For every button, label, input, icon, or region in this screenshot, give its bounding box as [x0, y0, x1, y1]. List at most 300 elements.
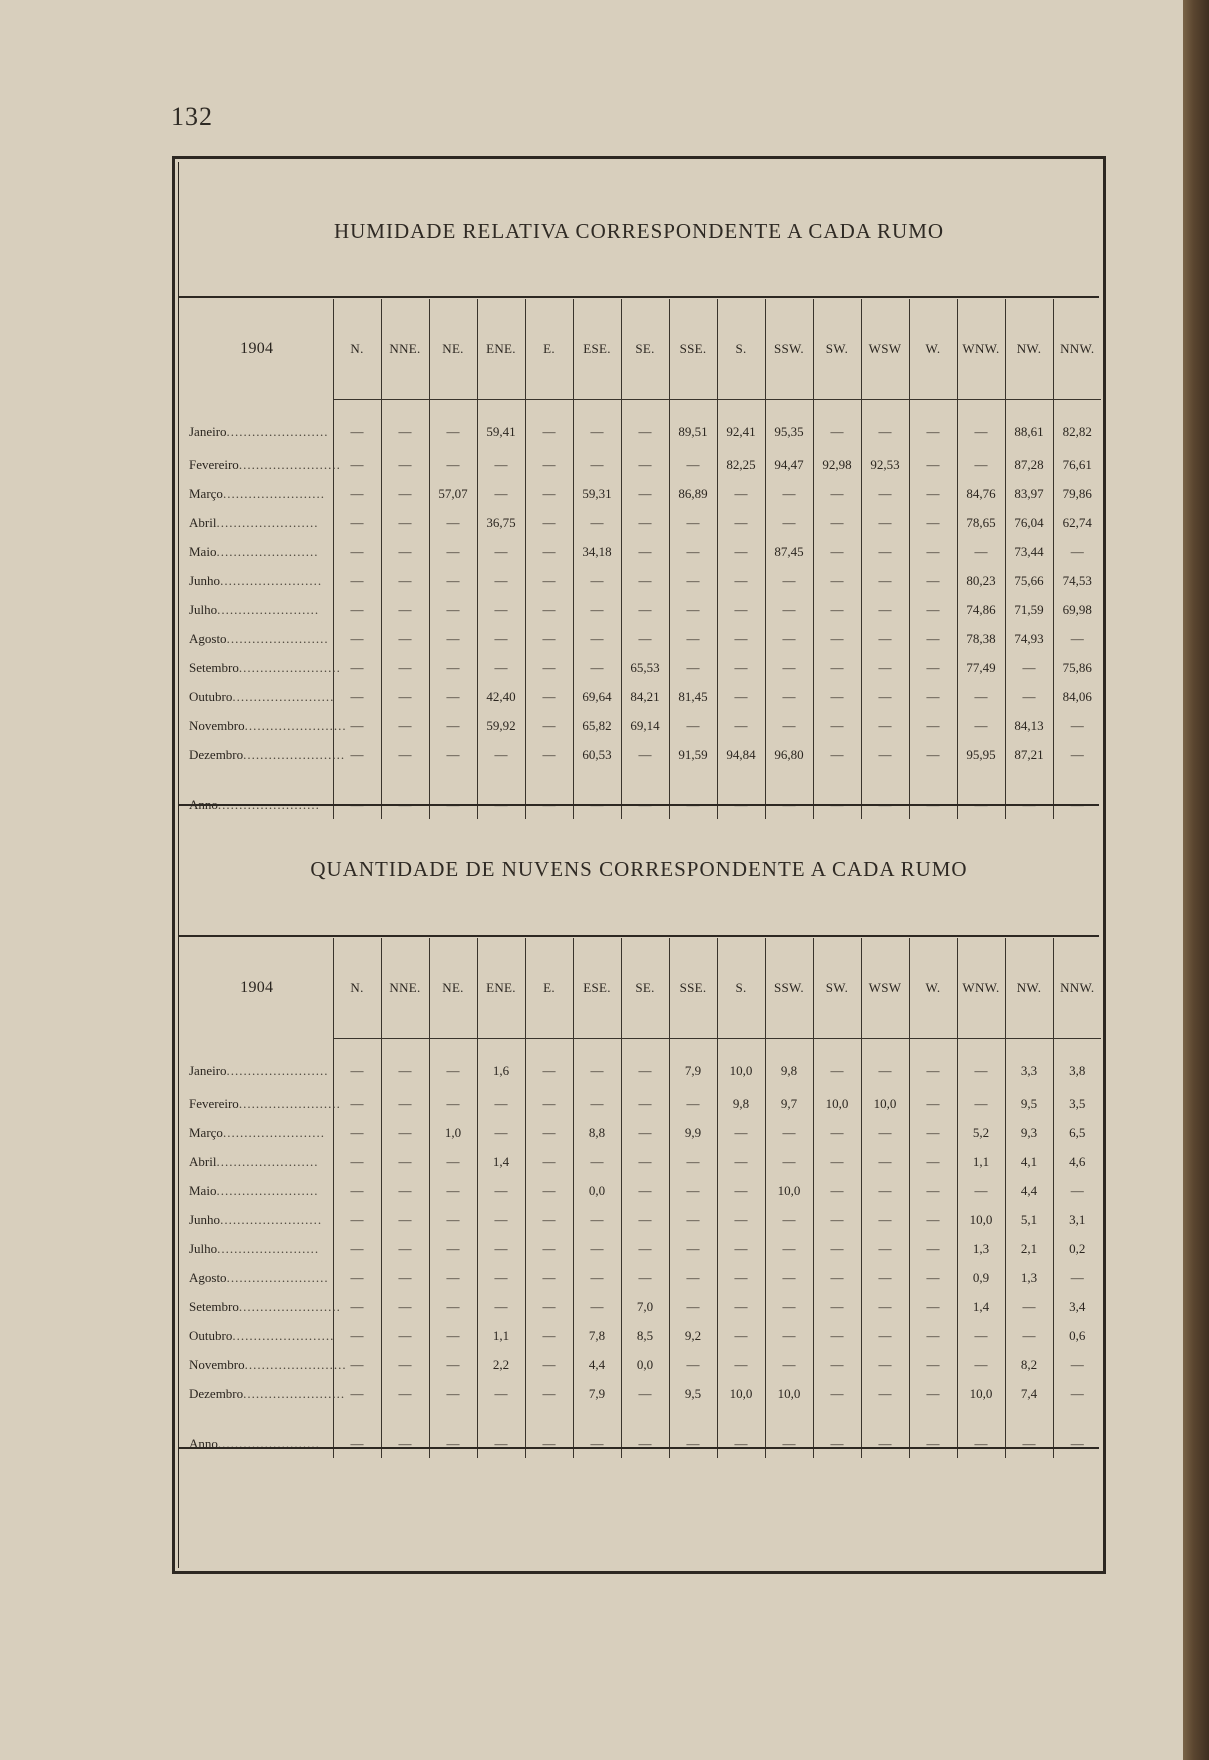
table-cell: — [957, 450, 1005, 479]
table-cell: — [621, 1147, 669, 1176]
table-cell: — [1053, 1408, 1101, 1458]
table-cell: 10,0 [957, 1205, 1005, 1234]
table-cell: 74,86 [957, 595, 1005, 624]
table-cell: — [573, 653, 621, 682]
table-cell: 82,82 [1053, 400, 1101, 451]
table-cell: 87,21 [1005, 740, 1053, 769]
table-cell: — [669, 624, 717, 653]
table-cell: 69,64 [573, 682, 621, 711]
table-cell: — [333, 566, 381, 595]
table-cell: — [909, 1147, 957, 1176]
clouds-year: 1904 [240, 979, 274, 997]
month-name: Abril [189, 514, 217, 530]
month-name: Junho [189, 572, 221, 588]
table-cell: 69,98 [1053, 595, 1101, 624]
table-cell: — [477, 1118, 525, 1147]
table-cell: 0,0 [621, 1350, 669, 1379]
table-cell: — [381, 1147, 429, 1176]
table-row [181, 400, 1101, 451]
table-cell: 1,4 [957, 1292, 1005, 1321]
table-cell: — [813, 479, 861, 508]
table-cell: — [381, 1089, 429, 1118]
table-cell: — [861, 1379, 909, 1408]
table-cell: — [861, 1292, 909, 1321]
table-cell: — [333, 1176, 381, 1205]
table-cell: — [621, 595, 669, 624]
month-name: Agosto [189, 630, 227, 646]
leader-dots: ........................ [243, 1385, 346, 1401]
table-cell: — [573, 1205, 621, 1234]
table-cell: — [333, 1321, 381, 1350]
table-row [181, 1379, 1101, 1408]
table-cell: — [1053, 624, 1101, 653]
table-row [181, 653, 1101, 682]
table-cell: 87,28 [1005, 450, 1053, 479]
table-cell: — [333, 1350, 381, 1379]
table-row [181, 1205, 1101, 1234]
table-cell: — [861, 1350, 909, 1379]
month-label [181, 740, 346, 769]
table-cell: — [909, 740, 957, 769]
table-cell: — [669, 1350, 717, 1379]
table-cell: — [429, 537, 477, 566]
table-cell: 82,25 [717, 450, 765, 479]
table-cell: — [525, 566, 573, 595]
column-header-10: SW. [813, 299, 861, 400]
table-cell: 10,0 [765, 1379, 813, 1408]
clouds-table [181, 938, 1101, 1458]
table-cell: — [861, 769, 909, 819]
table-cell: 92,53 [861, 450, 909, 479]
table-cell: — [333, 1039, 381, 1090]
table-cell: — [861, 1263, 909, 1292]
table-cell: — [1053, 1350, 1101, 1379]
table-cell: 10,0 [717, 1039, 765, 1090]
month-name: Março [189, 1124, 223, 1140]
table-cell: — [429, 1039, 477, 1090]
table-cell: — [621, 1234, 669, 1263]
humidity-table [181, 299, 1101, 819]
table-cell: — [477, 1176, 525, 1205]
table-cell: — [525, 508, 573, 537]
table-cell: — [573, 508, 621, 537]
table-cell: — [765, 595, 813, 624]
table-cell: — [861, 595, 909, 624]
table-cell: — [333, 682, 381, 711]
table-cell: — [669, 1408, 717, 1458]
table-cell: — [621, 1263, 669, 1292]
table-cell: — [573, 595, 621, 624]
column-header-6: SE. [621, 938, 669, 1039]
table-cell: — [957, 1321, 1005, 1350]
table-cell: — [669, 1234, 717, 1263]
table-cell: — [957, 1408, 1005, 1458]
month-name: Abril [189, 1153, 217, 1169]
leader-dots: ........................ [238, 1095, 341, 1111]
table-cell: 9,7 [765, 1089, 813, 1118]
table-cell: — [957, 1089, 1005, 1118]
month-name: Maio [189, 1182, 217, 1198]
table-cell: — [813, 1263, 861, 1292]
table-cell: 8,2 [1005, 1350, 1053, 1379]
month-name: Março [189, 485, 223, 501]
table-cell: — [333, 1263, 381, 1292]
table-cell: — [573, 1147, 621, 1176]
table-cell: — [333, 1089, 381, 1118]
leader-dots: ........................ [243, 746, 346, 762]
table-cell: — [477, 450, 525, 479]
table-cell: — [621, 1379, 669, 1408]
table-cell: — [861, 711, 909, 740]
table-cell: 95,95 [957, 740, 1005, 769]
table-cell: — [861, 537, 909, 566]
table-cell: — [621, 1089, 669, 1118]
table-cell: — [573, 1234, 621, 1263]
table-cell: — [861, 624, 909, 653]
table-row [181, 1089, 1101, 1118]
month-label [181, 769, 333, 819]
table-cell: — [669, 1205, 717, 1234]
column-header-9: SSW. [765, 938, 813, 1039]
table-cell: — [717, 682, 765, 711]
table-cell: — [813, 1292, 861, 1321]
table-frame [172, 156, 1106, 1574]
month-name: Maio [189, 543, 217, 559]
table-cell: — [861, 1408, 909, 1458]
month-label [181, 1408, 333, 1458]
table-cell: — [717, 1205, 765, 1234]
table-cell: — [765, 1205, 813, 1234]
table-cell: — [333, 740, 381, 769]
table-cell: — [861, 400, 909, 451]
month-name: Julho [189, 1240, 218, 1256]
column-header-1: NNE. [381, 938, 429, 1039]
table-cell: — [909, 1408, 957, 1458]
table-cell: — [957, 711, 1005, 740]
table-cell: — [669, 508, 717, 537]
humidity-year: 1904 [240, 340, 274, 358]
table-row [181, 1321, 1101, 1350]
table-row [181, 1118, 1101, 1147]
leader-dots: ........................ [216, 514, 319, 530]
table-cell: — [909, 1350, 957, 1379]
table-cell: — [765, 1263, 813, 1292]
table-cell: 8,5 [621, 1321, 669, 1350]
table-cell: — [477, 1205, 525, 1234]
month-name: Agosto [189, 1269, 227, 1285]
table-cell: — [477, 1089, 525, 1118]
table-cell: — [765, 479, 813, 508]
table-cell: — [621, 450, 669, 479]
month-name: Anno [189, 797, 218, 812]
table-cell: — [717, 1292, 765, 1321]
leader-dots: ........................ [216, 1153, 319, 1169]
column-header-10: SW. [813, 938, 861, 1039]
table-cell: — [573, 1089, 621, 1118]
month-label [181, 653, 341, 682]
table-cell: — [333, 1118, 381, 1147]
table-cell: — [621, 1118, 669, 1147]
table-cell: 65,53 [621, 653, 669, 682]
column-header-15: NNW. [1053, 938, 1101, 1039]
column-header-13: WNW. [957, 299, 1005, 400]
humidity-bottom-rule [179, 804, 1099, 806]
table-cell: — [909, 682, 957, 711]
month-name: Julho [189, 601, 218, 617]
table-cell: — [621, 508, 669, 537]
table-cell: — [909, 479, 957, 508]
table-cell: — [525, 400, 573, 451]
table-cell: — [525, 624, 573, 653]
table-cell: — [813, 711, 861, 740]
table-cell: — [621, 624, 669, 653]
month-label [181, 1089, 341, 1118]
table-cell: 81,45 [669, 682, 717, 711]
table-cell: 3,3 [1005, 1039, 1053, 1090]
table-cell: — [381, 740, 429, 769]
column-header-9: SSW. [765, 299, 813, 400]
table-cell: — [381, 400, 429, 451]
table-cell: 9,3 [1005, 1118, 1053, 1147]
month-label [181, 1350, 347, 1379]
table-cell: — [813, 1350, 861, 1379]
page-number: 132 [171, 102, 213, 131]
leader-dots: ........................ [217, 1436, 320, 1451]
month-name: Novembro [189, 1356, 245, 1372]
table-row [181, 769, 1101, 819]
table-cell: — [861, 1321, 909, 1350]
table-cell: 84,06 [1053, 682, 1101, 711]
table-cell: — [333, 1205, 381, 1234]
table-cell: — [909, 1118, 957, 1147]
table-cell: 69,14 [621, 711, 669, 740]
table-cell: 9,9 [669, 1118, 717, 1147]
month-label [181, 1039, 333, 1090]
table-cell: 91,59 [669, 740, 717, 769]
table-cell: — [909, 769, 957, 819]
table-cell: — [957, 682, 1005, 711]
table-cell: — [381, 537, 429, 566]
table-cell: — [717, 1176, 765, 1205]
table-cell: — [381, 653, 429, 682]
table-cell: — [861, 740, 909, 769]
month-name: Janeiro [189, 423, 227, 439]
table-cell: 34,18 [573, 537, 621, 566]
table-cell: — [573, 1292, 621, 1321]
table-cell: 59,31 [573, 479, 621, 508]
table-cell: — [381, 1321, 429, 1350]
table-row [181, 1234, 1101, 1263]
column-header-8: S. [717, 299, 765, 400]
table-cell: 71,59 [1005, 595, 1053, 624]
table-cell: — [525, 1263, 573, 1292]
table-row [181, 1263, 1101, 1292]
table-cell: — [669, 1176, 717, 1205]
table-cell: — [429, 1147, 477, 1176]
table-cell: 80,23 [957, 566, 1005, 595]
table-cell: — [333, 1408, 381, 1458]
table-cell: — [477, 566, 525, 595]
table-cell: — [381, 595, 429, 624]
table-cell: — [429, 450, 477, 479]
table-cell: — [429, 682, 477, 711]
leader-dots: ........................ [226, 1062, 329, 1078]
table-cell: — [573, 1039, 621, 1090]
table-cell: 59,41 [477, 400, 525, 451]
table-cell: 75,66 [1005, 566, 1053, 595]
table-cell: — [573, 1408, 621, 1458]
table-cell: — [477, 769, 525, 819]
table-cell: — [717, 1408, 765, 1458]
table-cell: — [621, 566, 669, 595]
table-cell: 83,97 [1005, 479, 1053, 508]
column-header-5: ESE. [573, 299, 621, 400]
table-cell: — [477, 1292, 525, 1321]
table-cell: 10,0 [957, 1379, 1005, 1408]
table-cell: — [909, 1321, 957, 1350]
table-cell: — [765, 711, 813, 740]
table-cell: — [669, 450, 717, 479]
table-cell: — [333, 653, 381, 682]
column-header-14: NW. [1005, 299, 1053, 400]
table-cell: — [957, 537, 1005, 566]
table-cell: — [525, 1350, 573, 1379]
table-cell: — [477, 537, 525, 566]
month-label [181, 1379, 346, 1408]
table-cell: — [909, 566, 957, 595]
month-label [181, 1147, 333, 1176]
table-cell: — [909, 1176, 957, 1205]
table-cell: — [669, 1292, 717, 1321]
table-cell: 0,6 [1053, 1321, 1101, 1350]
table-cell: 2,1 [1005, 1234, 1053, 1263]
month-name: Dezembro [189, 746, 244, 762]
table-cell: 1,1 [957, 1147, 1005, 1176]
table-cell: — [861, 1118, 909, 1147]
table-cell: 4,4 [1005, 1176, 1053, 1205]
table-cell: 4,1 [1005, 1147, 1053, 1176]
month-name: Setembro [189, 1298, 239, 1314]
table-cell: 9,5 [669, 1379, 717, 1408]
table-cell: — [765, 1408, 813, 1458]
table-cell: 7,9 [669, 1039, 717, 1090]
table-cell: — [333, 400, 381, 451]
table-cell: — [957, 1176, 1005, 1205]
month-name: Fevereiro [189, 1095, 239, 1111]
leader-dots: ........................ [226, 630, 329, 646]
table-cell: — [1053, 711, 1101, 740]
table-cell: — [765, 624, 813, 653]
table-cell: — [429, 1089, 477, 1118]
table-cell: 9,8 [717, 1089, 765, 1118]
table-cell: — [429, 400, 477, 451]
table-cell: 78,65 [957, 508, 1005, 537]
table-cell: — [765, 566, 813, 595]
table-cell: 59,92 [477, 711, 525, 740]
table-cell: 10,0 [717, 1379, 765, 1408]
table-row [181, 740, 1101, 769]
leader-dots: ........................ [220, 1211, 323, 1227]
table-cell: — [669, 1147, 717, 1176]
table-cell: — [909, 1379, 957, 1408]
table-cell: — [381, 479, 429, 508]
table-cell: 0,0 [573, 1176, 621, 1205]
table-row [181, 1147, 1101, 1176]
month-label [181, 1176, 333, 1205]
table-cell: — [813, 400, 861, 451]
column-header-12: W. [909, 299, 957, 400]
leader-dots: ........................ [216, 543, 319, 559]
table-cell: — [525, 1205, 573, 1234]
table-cell: — [525, 1408, 573, 1458]
table-cell: — [381, 1263, 429, 1292]
table-cell: — [861, 1205, 909, 1234]
table-cell: 60,53 [573, 740, 621, 769]
table-cell: — [813, 537, 861, 566]
table-cell: — [765, 682, 813, 711]
table-cell: — [477, 1379, 525, 1408]
table-cell: 9,2 [669, 1321, 717, 1350]
leader-dots: ........................ [217, 797, 320, 812]
column-header-11: WSW [861, 299, 909, 400]
leader-dots: ........................ [220, 572, 323, 588]
table-cell: — [525, 1176, 573, 1205]
table-cell: — [333, 1379, 381, 1408]
leader-dots: ........................ [222, 485, 325, 501]
table-cell: — [525, 1089, 573, 1118]
leader-dots: ........................ [232, 688, 335, 704]
month-name: Novembro [189, 717, 245, 733]
month-label [181, 1205, 333, 1234]
table-cell: — [1005, 682, 1053, 711]
clouds-title: QUANTIDADE DE NUVENS CORRESPONDENTE A CADA RUMO [310, 857, 968, 881]
month-label [181, 400, 333, 451]
table-cell: — [333, 624, 381, 653]
table-cell: — [669, 1263, 717, 1292]
table-cell: — [813, 1408, 861, 1458]
table-cell: — [429, 1379, 477, 1408]
table-cell: 7,4 [1005, 1379, 1053, 1408]
table-cell: 87,45 [765, 537, 813, 566]
table-cell: — [909, 1234, 957, 1263]
table-cell: — [813, 682, 861, 711]
table-cell: 73,44 [1005, 537, 1053, 566]
table-cell: — [429, 1321, 477, 1350]
table-cell: — [381, 1408, 429, 1458]
table-cell: — [381, 1176, 429, 1205]
table-cell: — [381, 1292, 429, 1321]
table-cell: — [909, 450, 957, 479]
table-cell: — [909, 1263, 957, 1292]
table-cell: 84,13 [1005, 711, 1053, 740]
leader-dots: ........................ [222, 1124, 325, 1140]
table-cell: — [429, 624, 477, 653]
table-row [181, 1176, 1101, 1205]
table-cell: 1,3 [957, 1234, 1005, 1263]
table-cell: — [909, 508, 957, 537]
table-cell: — [765, 1292, 813, 1321]
month-label [181, 566, 333, 595]
table-cell: — [717, 537, 765, 566]
leader-dots: ........................ [216, 1182, 319, 1198]
leader-dots: ........................ [238, 659, 341, 675]
table-cell: — [429, 1176, 477, 1205]
month-name: Janeiro [189, 1062, 227, 1078]
table-cell: — [333, 450, 381, 479]
table-cell: 0,9 [957, 1263, 1005, 1292]
table-cell: — [861, 1039, 909, 1090]
table-cell: — [717, 566, 765, 595]
